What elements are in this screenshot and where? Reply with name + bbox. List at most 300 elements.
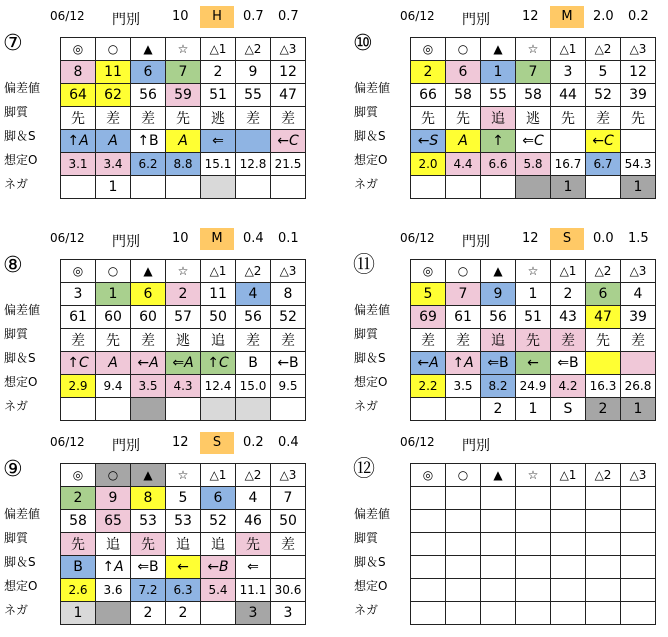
table-cell (446, 487, 481, 510)
table-cell (516, 602, 551, 625)
mark-row (61, 260, 306, 283)
table-cell (621, 579, 656, 602)
race-panel (0, 228, 330, 433)
table-cell: 8 (271, 283, 306, 306)
table-row (61, 510, 306, 533)
race-number: ⑫ (353, 457, 376, 482)
race-mon: 門別 (462, 234, 490, 250)
table-row (411, 352, 656, 375)
table-cell: 11 (201, 283, 236, 306)
table-cell: 追 (96, 533, 131, 556)
table-cell: 先 (411, 107, 446, 130)
table-cell (446, 556, 481, 579)
table-cell: 差 (271, 107, 306, 130)
table-row (411, 487, 656, 510)
table-cell (586, 556, 621, 579)
table-cell: 56 (236, 306, 271, 329)
table-cell (516, 487, 551, 510)
table-cell: ⇐ (201, 130, 236, 153)
table-cell: ↑A (96, 556, 131, 579)
table-cell (586, 533, 621, 556)
race-v2: 0.7 (278, 9, 299, 24)
table-cell: 60 (131, 306, 166, 329)
table-cell: ↑B (131, 130, 166, 153)
table-cell: 7 (166, 61, 201, 84)
mark-cell: △3 (271, 38, 306, 61)
table-row (61, 176, 306, 199)
table-cell: ←C (271, 130, 306, 153)
table-cell (621, 602, 656, 625)
table-cell: 3.4 (96, 153, 131, 176)
table-cell: 8.8 (166, 153, 201, 176)
mark-cell: ◎ (61, 38, 96, 61)
table-cell (411, 487, 446, 510)
table-cell (481, 510, 516, 533)
table-row (411, 107, 656, 130)
table-row (61, 352, 306, 375)
row-labels (350, 76, 390, 196)
race-mon: 門別 (462, 438, 490, 454)
table-cell: 30.6 (271, 579, 306, 602)
table-cell: 差 (621, 329, 656, 352)
table-cell: 差 (446, 329, 481, 352)
table-cell: 6.2 (131, 153, 166, 176)
race-v1: 0.7 (243, 9, 264, 24)
table-cell: 先 (166, 107, 201, 130)
table-cell: 12.8 (236, 153, 271, 176)
mark-cell: ☆ (516, 260, 551, 283)
table-cell: ←S (411, 130, 446, 153)
race-cond: S (550, 228, 584, 250)
table-cell: 53 (166, 510, 201, 533)
table-cell (516, 510, 551, 533)
table-cell (271, 176, 306, 199)
table-row (61, 602, 306, 625)
table-cell: 8 (61, 61, 96, 84)
mark-cell: △2 (586, 38, 621, 61)
table-cell: 6.6 (481, 153, 516, 176)
mark-cell: ▲ (481, 38, 516, 61)
table-row (61, 579, 306, 602)
table-cell: ↑ (481, 130, 516, 153)
race-mon: 門別 (462, 12, 490, 28)
table-cell: 5.4 (201, 579, 236, 602)
row-label: 脚質 (4, 105, 29, 119)
race-header (350, 228, 668, 250)
table-cell: 3 (236, 602, 271, 625)
mark-cell: △2 (236, 38, 271, 61)
row-label: ネガ (4, 399, 29, 413)
table-cell: 3.5 (131, 375, 166, 398)
table-row (411, 398, 656, 421)
mark-cell: ☆ (166, 260, 201, 283)
table-cell: 58 (446, 84, 481, 107)
table-cell: 47 (586, 306, 621, 329)
table-cell: 先 (61, 107, 96, 130)
table-cell: 6.3 (166, 579, 201, 602)
table-cell (586, 176, 621, 199)
table-cell: S (551, 398, 586, 421)
race-date: 06/12 (50, 435, 85, 449)
row-label: 偏差値 (354, 507, 391, 521)
table-cell (621, 533, 656, 556)
race-v1: 0.4 (243, 231, 264, 246)
row-label: 脚＆S (4, 129, 36, 143)
row-label: 偏差値 (354, 81, 391, 95)
mark-cell: △1 (551, 38, 586, 61)
row-labels (350, 502, 390, 622)
table-cell: 3.6 (96, 579, 131, 602)
table-cell: 12 (271, 61, 306, 84)
race-count: 12 (522, 9, 539, 24)
table-row (411, 153, 656, 176)
table-row (411, 329, 656, 352)
table-cell (271, 556, 306, 579)
table-cell: 先 (586, 329, 621, 352)
table-cell: 61 (61, 306, 96, 329)
table-cell (551, 556, 586, 579)
race-date: 06/12 (50, 9, 85, 23)
table-row (61, 487, 306, 510)
row-label: 想定O (4, 153, 38, 167)
table-cell: 47 (271, 84, 306, 107)
table-cell: A (446, 130, 481, 153)
table-cell: A (166, 130, 201, 153)
table-cell: 3 (271, 602, 306, 625)
table-cell: 1 (516, 283, 551, 306)
table-row (61, 130, 306, 153)
race-date: 06/12 (50, 231, 85, 245)
mark-cell: ▲ (481, 260, 516, 283)
row-label: 脚質 (354, 105, 379, 119)
table-cell: ⇐B (481, 352, 516, 375)
mark-cell: △3 (271, 464, 306, 487)
table-cell: 2.6 (61, 579, 96, 602)
race-table (60, 259, 306, 421)
table-cell (481, 579, 516, 602)
table-row (411, 130, 656, 153)
table-cell: 2 (411, 61, 446, 84)
table-cell: 6 (586, 283, 621, 306)
table-cell (551, 487, 586, 510)
table-cell: 8 (131, 487, 166, 510)
mark-cell: ☆ (166, 464, 201, 487)
table-cell: 2 (586, 398, 621, 421)
table-cell (516, 579, 551, 602)
table-cell: 先 (236, 533, 271, 556)
table-cell (551, 579, 586, 602)
race-header (0, 228, 330, 250)
table-row (411, 510, 656, 533)
table-cell: 先 (621, 107, 656, 130)
race-header (0, 6, 330, 28)
table-cell: 追 (201, 533, 236, 556)
table-cell: 2 (481, 398, 516, 421)
table-cell: 1 (481, 61, 516, 84)
race-panel (350, 432, 668, 637)
table-row (411, 283, 656, 306)
table-cell: 差 (131, 329, 166, 352)
table-cell (551, 533, 586, 556)
table-cell: 逃 (201, 107, 236, 130)
table-cell: 56 (481, 306, 516, 329)
table-cell (411, 556, 446, 579)
table-cell: 4 (621, 283, 656, 306)
table-cell (131, 176, 166, 199)
mark-cell: △3 (621, 38, 656, 61)
table-cell (411, 176, 446, 199)
mark-cell: ▲ (481, 464, 516, 487)
mark-cell: △1 (201, 260, 236, 283)
table-cell: 逃 (166, 329, 201, 352)
table-row (61, 398, 306, 421)
table-cell: 4.4 (446, 153, 481, 176)
table-cell (481, 176, 516, 199)
table-cell: ⇐ (236, 556, 271, 579)
table-cell: 2 (166, 602, 201, 625)
table-cell (621, 130, 656, 153)
race-panel (350, 6, 668, 211)
race-panel (0, 6, 330, 211)
table-cell: 43 (551, 306, 586, 329)
table-cell: 46 (236, 510, 271, 533)
row-label: 脚＆S (354, 129, 386, 143)
race-cond: M (550, 6, 584, 28)
table-cell (446, 398, 481, 421)
table-row (61, 329, 306, 352)
race-number: ⑦ (3, 31, 23, 56)
table-cell: 1 (61, 602, 96, 625)
row-label: ネガ (354, 399, 379, 413)
table-cell: 50 (201, 306, 236, 329)
row-label: 偏差値 (4, 507, 41, 521)
table-cell: 69 (411, 306, 446, 329)
table-cell: 差 (96, 107, 131, 130)
table-cell: 4.2 (551, 375, 586, 398)
table-cell (446, 602, 481, 625)
table-cell (516, 176, 551, 199)
row-label: 脚＆S (4, 555, 36, 569)
row-labels (0, 298, 40, 418)
table-cell: ↑A (446, 352, 481, 375)
table-cell: ←B (201, 556, 236, 579)
table-cell (411, 533, 446, 556)
table-cell: 1 (96, 176, 131, 199)
table-cell (166, 398, 201, 421)
table-cell: 11.1 (236, 579, 271, 602)
table-row (411, 556, 656, 579)
race-cond (550, 432, 584, 454)
row-label: 脚質 (4, 327, 29, 341)
table-cell (411, 579, 446, 602)
table-cell: 7 (516, 61, 551, 84)
table-cell: 2 (201, 61, 236, 84)
table-cell: 21.5 (271, 153, 306, 176)
race-table (410, 463, 656, 625)
table-cell: 差 (411, 329, 446, 352)
table-cell: 4.3 (166, 375, 201, 398)
mark-cell: ☆ (516, 464, 551, 487)
race-v1: 2.0 (593, 9, 614, 24)
table-cell (61, 398, 96, 421)
mark-cell: △2 (586, 260, 621, 283)
table-cell (446, 579, 481, 602)
table-row (411, 61, 656, 84)
row-label: 脚質 (354, 327, 379, 341)
table-cell (446, 510, 481, 533)
table-cell: ←A (131, 352, 166, 375)
table-cell: 差 (271, 533, 306, 556)
table-cell: 7.2 (131, 579, 166, 602)
table-cell: 先 (551, 107, 586, 130)
table-cell (446, 176, 481, 199)
table-cell (411, 602, 446, 625)
table-cell (411, 398, 446, 421)
table-cell: 57 (166, 306, 201, 329)
table-cell (481, 556, 516, 579)
mark-cell: ▲ (131, 464, 166, 487)
table-row (61, 533, 306, 556)
table-cell (481, 533, 516, 556)
race-count: 10 (172, 231, 189, 246)
row-label: 脚＆S (354, 555, 386, 569)
table-cell: 55 (236, 84, 271, 107)
table-cell: 3.1 (61, 153, 96, 176)
table-cell (551, 602, 586, 625)
table-cell: 7 (271, 487, 306, 510)
mark-cell: ◎ (61, 464, 96, 487)
table-cell: 先 (446, 107, 481, 130)
mark-cell: △1 (201, 38, 236, 61)
table-cell: 7 (446, 283, 481, 306)
mark-cell: ○ (446, 260, 481, 283)
mark-cell: ◎ (411, 38, 446, 61)
mark-cell: ○ (446, 464, 481, 487)
table-cell (586, 352, 621, 375)
mark-cell: △1 (201, 464, 236, 487)
table-cell (236, 176, 271, 199)
table-cell (236, 130, 271, 153)
table-cell (621, 510, 656, 533)
row-label: 偏差値 (4, 303, 41, 317)
table-cell (551, 510, 586, 533)
mark-cell: △3 (271, 260, 306, 283)
race-cond: M (200, 228, 234, 250)
table-cell: 4 (236, 283, 271, 306)
table-cell (586, 487, 621, 510)
table-cell: 1 (551, 176, 586, 199)
row-labels (0, 502, 40, 622)
table-cell: 52 (271, 306, 306, 329)
table-cell (586, 510, 621, 533)
table-cell: 5.8 (516, 153, 551, 176)
table-row (411, 602, 656, 625)
row-label: 脚＆S (354, 351, 386, 365)
race-number: ⑨ (3, 457, 23, 482)
table-cell: 3 (61, 283, 96, 306)
table-cell: 2.9 (61, 375, 96, 398)
table-cell: 先 (516, 329, 551, 352)
race-cond: S (200, 432, 234, 454)
table-cell (236, 398, 271, 421)
table-cell (131, 398, 166, 421)
table-row (61, 375, 306, 398)
table-cell: 6 (446, 61, 481, 84)
table-cell: 52 (201, 510, 236, 533)
table-cell: 66 (411, 84, 446, 107)
table-cell: 追 (166, 533, 201, 556)
table-cell (166, 176, 201, 199)
race-mon: 門別 (112, 438, 140, 454)
table-cell: 差 (271, 329, 306, 352)
table-cell: 26.8 (621, 375, 656, 398)
table-cell: 先 (61, 533, 96, 556)
table-cell (201, 602, 236, 625)
table-cell (551, 130, 586, 153)
table-cell: 6 (131, 61, 166, 84)
row-label: ネガ (4, 603, 29, 617)
table-cell: 15.1 (201, 153, 236, 176)
table-row (61, 61, 306, 84)
table-cell: 16.3 (586, 375, 621, 398)
table-cell: 65 (96, 510, 131, 533)
table-row (411, 579, 656, 602)
table-cell: 61 (446, 306, 481, 329)
table-cell: 差 (236, 329, 271, 352)
table-cell: ← (166, 556, 201, 579)
row-label: ネガ (4, 177, 29, 191)
table-cell: 58 (61, 510, 96, 533)
table-cell: 2 (61, 487, 96, 510)
table-cell: 62 (96, 84, 131, 107)
race-cond: H (200, 6, 234, 28)
mark-cell: ▲ (131, 260, 166, 283)
race-count: 10 (172, 9, 189, 24)
table-cell: 2 (131, 602, 166, 625)
table-cell: 差 (551, 329, 586, 352)
table-cell: ←C (586, 130, 621, 153)
table-cell: 2.2 (411, 375, 446, 398)
table-cell: ⇐C (516, 130, 551, 153)
row-labels (350, 298, 390, 418)
race-number: ⑩ (353, 31, 373, 56)
table-row (61, 283, 306, 306)
table-cell: 1 (621, 176, 656, 199)
table-cell: ↑C (61, 352, 96, 375)
mark-cell: ▲ (131, 38, 166, 61)
table-cell (516, 556, 551, 579)
mark-cell: ◎ (61, 260, 96, 283)
mark-cell: ○ (96, 38, 131, 61)
table-cell: 24.9 (516, 375, 551, 398)
table-cell (481, 602, 516, 625)
mark-cell: ☆ (516, 38, 551, 61)
table-row (411, 176, 656, 199)
race-table (60, 37, 306, 199)
race-header (350, 432, 668, 454)
table-cell: 2 (551, 283, 586, 306)
race-v2: 0.2 (628, 9, 649, 24)
table-cell: 4 (236, 487, 271, 510)
mark-row (61, 38, 306, 61)
row-label: 偏差値 (4, 81, 41, 95)
table-cell (61, 176, 96, 199)
mark-cell: ◎ (411, 260, 446, 283)
table-cell (586, 579, 621, 602)
table-cell: 9 (236, 61, 271, 84)
race-header (350, 6, 668, 28)
table-cell (96, 602, 131, 625)
